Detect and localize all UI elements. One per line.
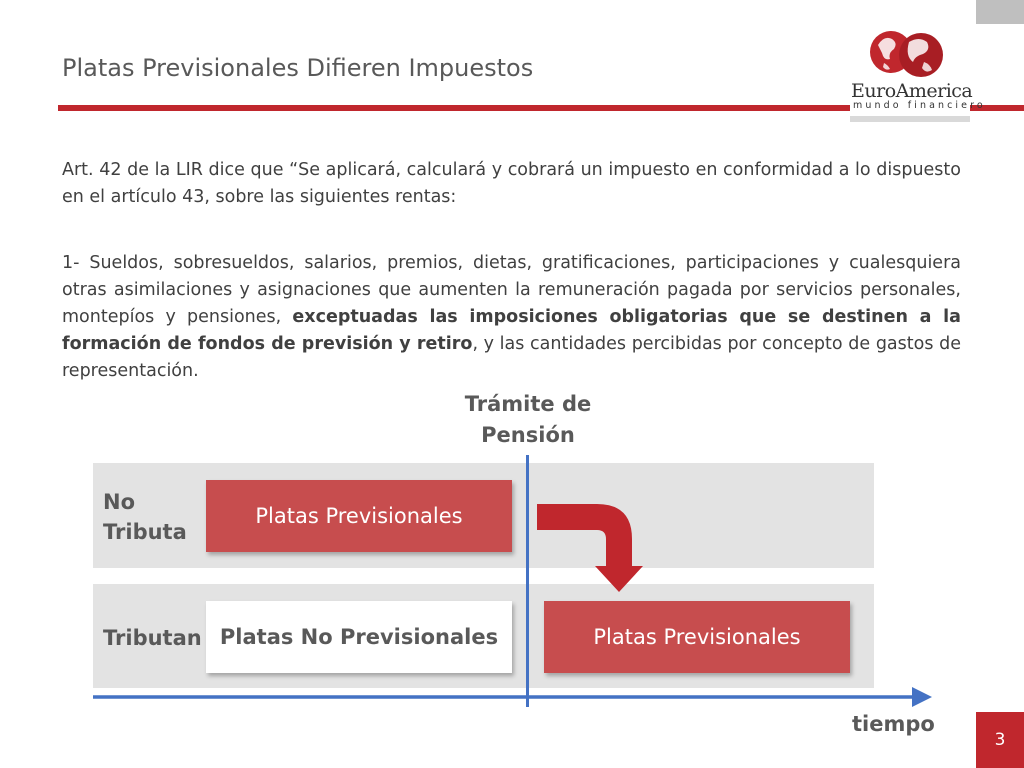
row-label-tributan: Tributan (103, 626, 202, 650)
page-number: 3 (976, 712, 1024, 768)
box-platas-previsionales-before: Platas Previsionales (206, 480, 512, 552)
row-label-no-tributa: No Tributa (103, 490, 187, 544)
paragraph-article: Art. 42 de la LIR dice que “Se aplicará, calculará y cobrará un impuesto en conformidad a lo dispuesto en el artículo 43, sobre las siguientes rentas: (62, 160, 961, 207)
box-platas-previsionales-after: Platas Previsionales (544, 601, 850, 673)
bent-arrow-icon (537, 504, 643, 592)
pension-marker-label: Trámite de Pensión (464, 392, 592, 447)
slide-title: Platas Previsionales Difieren Impuestos (62, 54, 534, 82)
pension-marker-line (526, 455, 529, 707)
axis-label-tiempo: tiempo (852, 712, 935, 736)
time-axis-arrowhead-icon (912, 687, 932, 707)
box-platas-no-previsionales: Platas No Previsionales (206, 601, 512, 673)
paragraph-rentas-part2: , y las cantidades percibidas por concepto de gastos de representación. (62, 334, 961, 381)
logo-tagline: mundo financiero (853, 100, 986, 111)
logo-name: EuroAmerica (851, 80, 973, 102)
paragraph-rentas-part1: 1- Sueldos, sobresueldos, salarios, premios, dietas, gratificaciones, participaciones y cualesquiera otras asimilaciones y asignaciones que aumenten la remuneración pagada por servicios personales, montepíos y pensiones, (62, 253, 961, 327)
paragraph-rentas-bold: exceptuadas las imposiciones obligatorias que se destinen a la formación de fondos de previsión y retiro (62, 307, 961, 354)
